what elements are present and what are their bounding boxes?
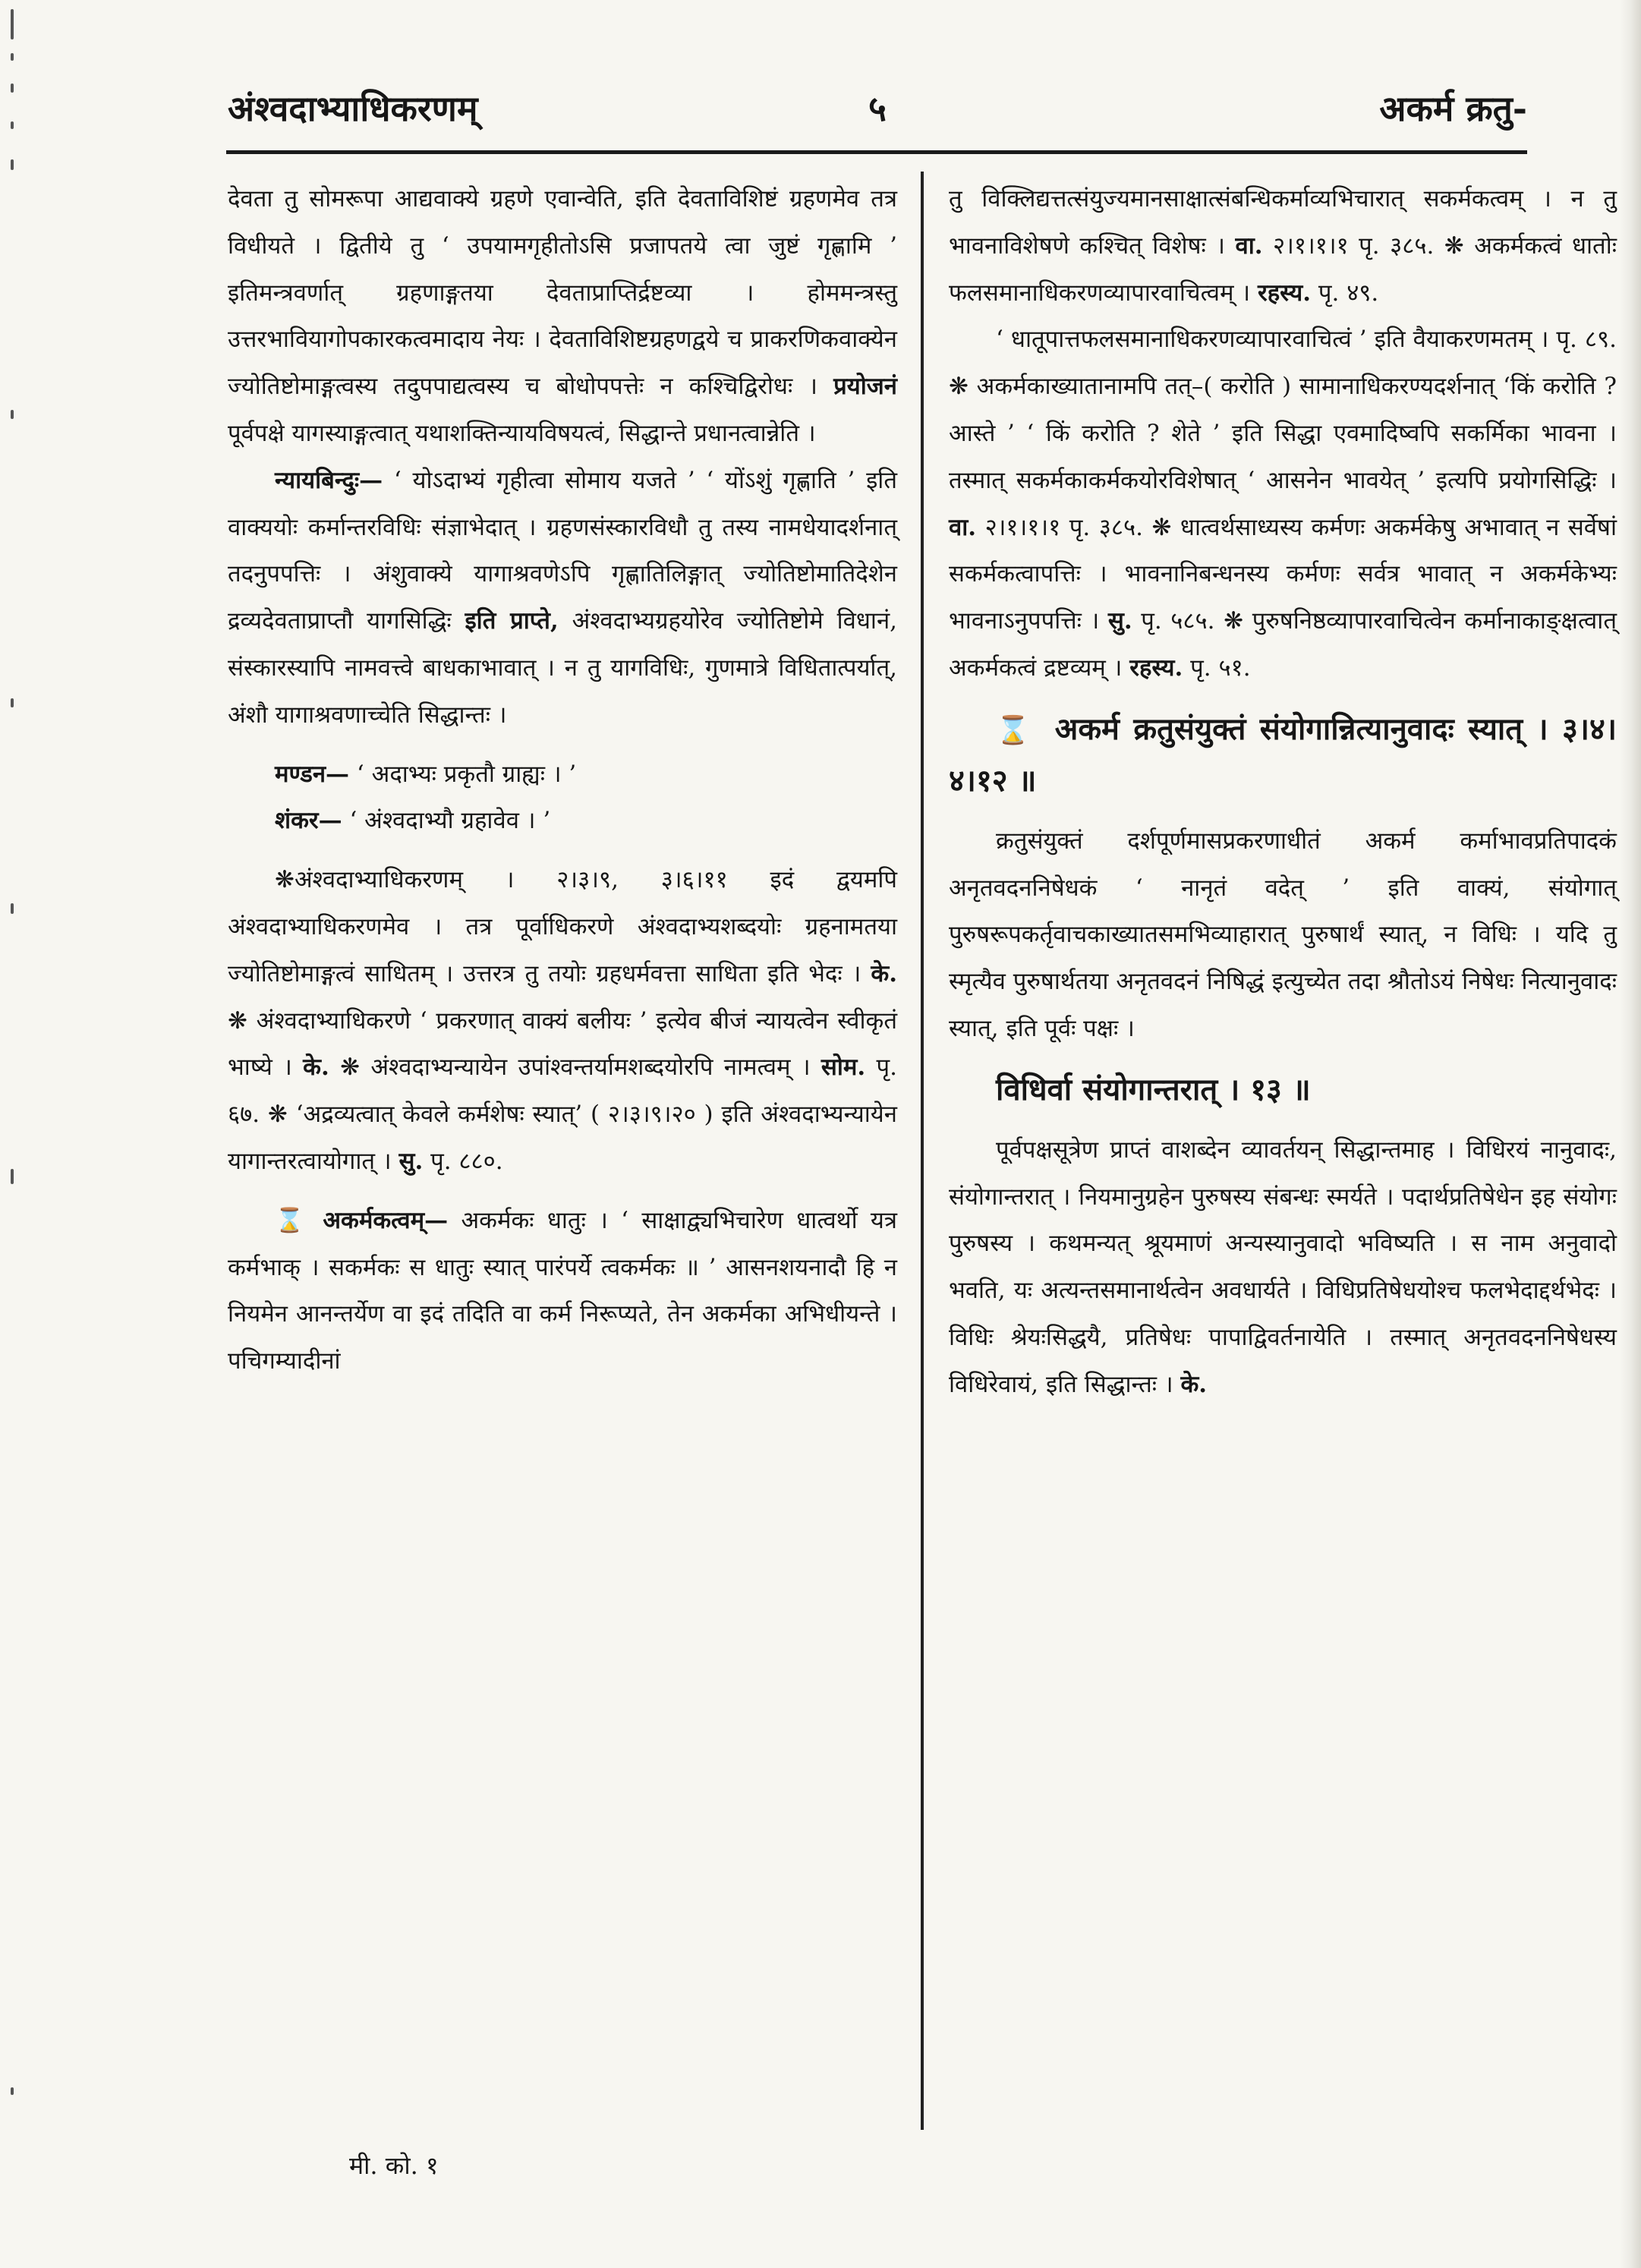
label-shankara: शंकर— [275, 807, 342, 835]
paragraph [228, 751, 897, 799]
paragraph-text: तु विक्लिद्यत्तत्संयुज्यमानसाक्षात्संबन्धिकर्माव्यभिचारात् सकर्मकत्वम् । न तु भावनाविशेषणे कश्चित् विशेषः । [949, 185, 1617, 260]
paragraph-text: ❋ अंश्वदाभ्यन्यायेन उपांश्वन्तर्यामशब्दयोरपि नामत्वम् । [340, 1054, 811, 1082]
sutra-heading [949, 704, 1617, 806]
right-column [949, 176, 1617, 1409]
paragraph-text: पृ. ८८०. [430, 1147, 503, 1175]
abbr-ke: के. [303, 1054, 329, 1082]
paragraph [228, 176, 897, 458]
abbr-ke: के. [1180, 1370, 1208, 1398]
paragraph-text: ❋ अंश्वदाभ्याधिकरणे ‘ प्रकरणात् वाक्यं बलीयः ’ इत्येव बीजं न्यायत्वेन स्वीकृतं भाष्ये । [228, 1006, 897, 1082]
label-mandana: मण्डन— [275, 760, 350, 788]
paragraph-text: २।१।१।१ पृ. ३८५. ❋ धात्वर्थसाध्यस्य कर्मणः अकर्मकेषु अभावात् न सर्वेषां सकर्मकत्वापत्तिः । भावनानिबन्धनस्य कर्मणः सर्वत्र भावात् न अकर्मकेभ्यः भावनाऽनुपपत्तिः । [949, 513, 1617, 635]
abbr-rahasya: रहस्य. [1258, 279, 1312, 307]
sutra-text: विधिर्वा संयोगान्तरात् । १३ ॥ [996, 1071, 1311, 1107]
paragraph [949, 317, 1617, 691]
paragraph-text: क्रतुसंयुक्तं दर्शपूर्णमासप्रकरणाधीतं अकर्म कर्माभावप्रतिपादकं अनृतवदननिषेधकं ‘ नानृतं वदेत् ’ इति वाक्यं, संयोगात् पुरुषरूपकर्तृवाचकाख्यातसमभिव्याहारात् पुरुषार्थं स्यात्, न विधिः । यदि तु स्मृत्यैव पुरुषार्थतया अनृतवदनं निषिद्धं इत्युच्येत तदा श्रौतोऽयं निषेधः नित्यानुवादः स्यात्, इति पूर्वः पक्षः । [949, 827, 1617, 1042]
paragraph [949, 176, 1617, 317]
paragraph-text: ‘ अदाभ्यः प्रकृतौ ग्राह्यः । ’ [356, 760, 577, 788]
binding-mark [11, 1169, 14, 1184]
paragraph-text: अकर्मकः धातुः । ‘ साक्षाद्व्यभिचारेण धात्वर्थो यत्र कर्मभाक् । सकर्मकः स धातुः स्यात् पारंपर्ये त्वकर्मकः ॥ ’ आसनशयनादौ हि न नियमेन आनन्तर्येण वा इदं तदिति वा कर्म निरूप्यते, तेन अकर्मका अभिधीयन्ते । पचिगम्यादीनां [228, 1206, 897, 1375]
binding-mark [11, 903, 14, 914]
binding-mark [11, 121, 14, 129]
spacer [228, 739, 897, 751]
sutra-heading [949, 1065, 1617, 1115]
spacer [228, 845, 897, 857]
abbr-va: वा. [949, 513, 977, 541]
footer-signature: मी. को. १ [349, 2151, 439, 2180]
paragraph [228, 857, 897, 1186]
spacer [949, 1115, 1617, 1127]
paragraph [228, 458, 897, 739]
abbr-rahasya: रहस्य. [1129, 654, 1183, 682]
header-rule [226, 150, 1527, 154]
binding-marks [0, 0, 30, 2268]
column-divider [921, 172, 924, 2130]
paragraph [949, 1127, 1617, 1409]
running-header [228, 82, 1527, 143]
page-edge-shadow [1620, 0, 1641, 2268]
binding-mark [11, 2087, 14, 2095]
binding-mark [11, 53, 14, 61]
spacer [949, 806, 1617, 818]
binding-mark [11, 698, 14, 707]
paragraph-text: अंश्वदाभ्यग्रहयोरेव ज्योतिष्टोमे विधानं, संस्कारस्यापि नामवत्त्वे बाधकाभावात् । न तु यागविधिः, गुणमात्रे विधितात्पर्यात्, अंशौ यागाश्रवणाच्चेति सिद्धान्तः । [228, 607, 898, 729]
abbr-su: सु. [398, 1147, 424, 1175]
paragraph-text: ‘ योऽदाभ्यं गृहीत्वा सोमाय यजते ’ ‘ योंऽशुं गृह्णाति ’ इति वाक्ययोः कर्मान्तरविधिः संज्ञाभेदात् । ग्रहणसंस्कारविधौ तु तस्य नामधेयादर्शनात् तदनुपपत्तिः । अंशुवाक्ये यागाश्रवणेऽपि गृह्णातिलिङ्गात् ज्योतिष्टोमातिदेशेन द्रव्यदेवताप्राप्तौ यागसिद्धिः [228, 466, 897, 635]
spacer [949, 692, 1617, 704]
paragraph-text: पृ. ४९. [1318, 279, 1379, 307]
spacer [949, 1053, 1617, 1065]
left-column [228, 176, 897, 1385]
label-akarmakatvam: अकर्मकत्वम्— [323, 1206, 449, 1234]
sutra-text: अकर्म क्रतुसंयुक्तं संयोगान्नित्यानुवादः स्यात् । ३।४।४।१२ ॥ [949, 710, 1617, 799]
label-nyayabindu: न्यायबिन्दुः— [275, 466, 383, 494]
paragraph-text: पृ. ६७. ❋ ‘अद्रव्यत्वात् केवले कर्मशेषः स्यात्’ ( २।३।९।२० ) इति अंश्वदाभ्यन्यायेन यागान्तरत्वायोगात् । [228, 1054, 897, 1175]
paragraph-text: २।१।१।१ पृ. ३८५. ❋ अकर्मकत्वं धातोः फलसमानाधिकरणव्यापारवाचित्वम् । [949, 232, 1617, 307]
label-iti-prapte: इति प्राप्ते, [465, 607, 559, 635]
header-left-title: अंश्वदाभ्याधिकरणम् [228, 88, 478, 129]
paragraph-text: पृ. ५१. [1190, 654, 1251, 682]
hourglass-icon: ⌛ [996, 714, 1034, 746]
label-prayojanam: प्रयोजनं [833, 373, 897, 401]
abbr-su: सु. [1107, 607, 1132, 635]
hourglass-icon: ⌛ [275, 1206, 310, 1234]
paragraph [949, 818, 1617, 1053]
paragraph-text: पूर्वपक्षे यागस्याङ्गत्वात् यथाशक्तिन्यायविषयत्वं, सिद्धान्ते प्रधानत्वान्नेति । [228, 419, 816, 447]
binding-mark [11, 159, 14, 170]
abbr-va: वा. [1235, 232, 1263, 260]
header-right-title: अकर्म क्रतु- [1379, 88, 1527, 129]
binding-mark [11, 410, 14, 419]
abbr-soma: सोम. [820, 1054, 866, 1082]
paragraph [228, 1198, 897, 1385]
page-number: ५ [868, 88, 887, 129]
paragraph-text: देवता तु सोमरूपा आद्यवाक्ये ग्रहणे एवान्वेति, इति देवताविशिष्टं ग्रहणमेव तत्र विधीयते । द्वितीये तु ‘ उपयामगृहीतोऽसि प्रजापतये त्वा जुष्टं गृह्णामि ’ इतिमन्त्रवर्णात् ग्रहणाङ्गतया देवताप्राप्तिर्द्रष्टव्या । होममन्त्रस्तु उत्तरभावियागोपकारकत्वमादाय नेयः । देवताविशिष्टग्रहणद्वये च प्राकरणिकवाक्येन ज्योतिष्टोमाङ्गत्वस्य तदुपपाद्यत्वस्य च बोधोपपत्तेः न कश्चिद्विरोधः । [228, 185, 897, 401]
paragraph-text: पूर्वपक्षसूत्रेण प्राप्तं वाशब्देन व्यावर्तयन् सिद्धान्तमाह । विधिरयं नानुवादः, संयोगान्तरात् । नियमानुग्रहेन पुरुषस्य संबन्धः स्मर्यते । पदार्थप्रतिषेधेन इह संयोगः पुरुषस्य । कथमन्यत् श्रूयमाणं अन्यस्यानुवादो भविष्यति । स नाम अनुवादो भवति, यः अत्यन्तसमानार्थत्वेन अवधार्यते । विधिप्रतिषेधयोश्च फलभेदाद्दर्थभेदः । विधिः श्रेयःसिद्धयै, प्रतिषेधः पापाद्विवर्तनायेति । तस्मात् अनृतवदननिषेधस्य विधिरेवायं, इति सिद्धान्तः । [949, 1136, 1617, 1398]
paragraph-text: ❋अंश्वदाभ्याधिकरणम् । २।३।९, ३।६।११ इदं द्वयमपि अंश्वदाभ्याधिकरणमेव । तत्र पूर्वाधिकरणे अंश्वदाभ्यशब्दयोः ग्रहनामतया ज्योतिष्टोमाङ्गत्वं साधितम् । उत्तरत्र तु तयोः ग्रहधर्मवत्ता साधिता इति भेदः । [228, 866, 897, 988]
paragraph-text: ‘ अंश्वदाभ्यौ ग्रहावेव । ’ [349, 807, 551, 835]
abbr-ke: के. [871, 959, 897, 988]
paragraph [228, 798, 897, 845]
binding-mark [11, 83, 14, 93]
spacer [228, 1186, 897, 1198]
paragraph-text: पृ. ५८५. ❋ पुरुषनिष्ठव्यापारवाचित्वेन कर्मानाकाङ्क्षत्वात् अकर्मकत्वं द्रष्टव्यम् । [949, 607, 1617, 682]
paragraph-text: ‘ धातूपात्तफलसमानाधिकरणव्यापारवाचित्वं ’ इति वैयाकरणमतम् । पृ. ८९. ❋ अकर्मकाख्यातानामपि तत्–( करोति ) सामानाधिकरण्यदर्शनात् ‘किं करोति ? आस्ते ’ ‘ किं करोति ? शेते ’ इति सिद्धा एवमादिष्वपि सकर्मिका भावना । तस्मात् सकर्मकाकर्मकयोरविशेषात् ‘ आसनेन भावयेत् ’ इत्यपि प्रयोगसिद्धिः । [949, 326, 1617, 494]
binding-mark [11, 9, 14, 39]
